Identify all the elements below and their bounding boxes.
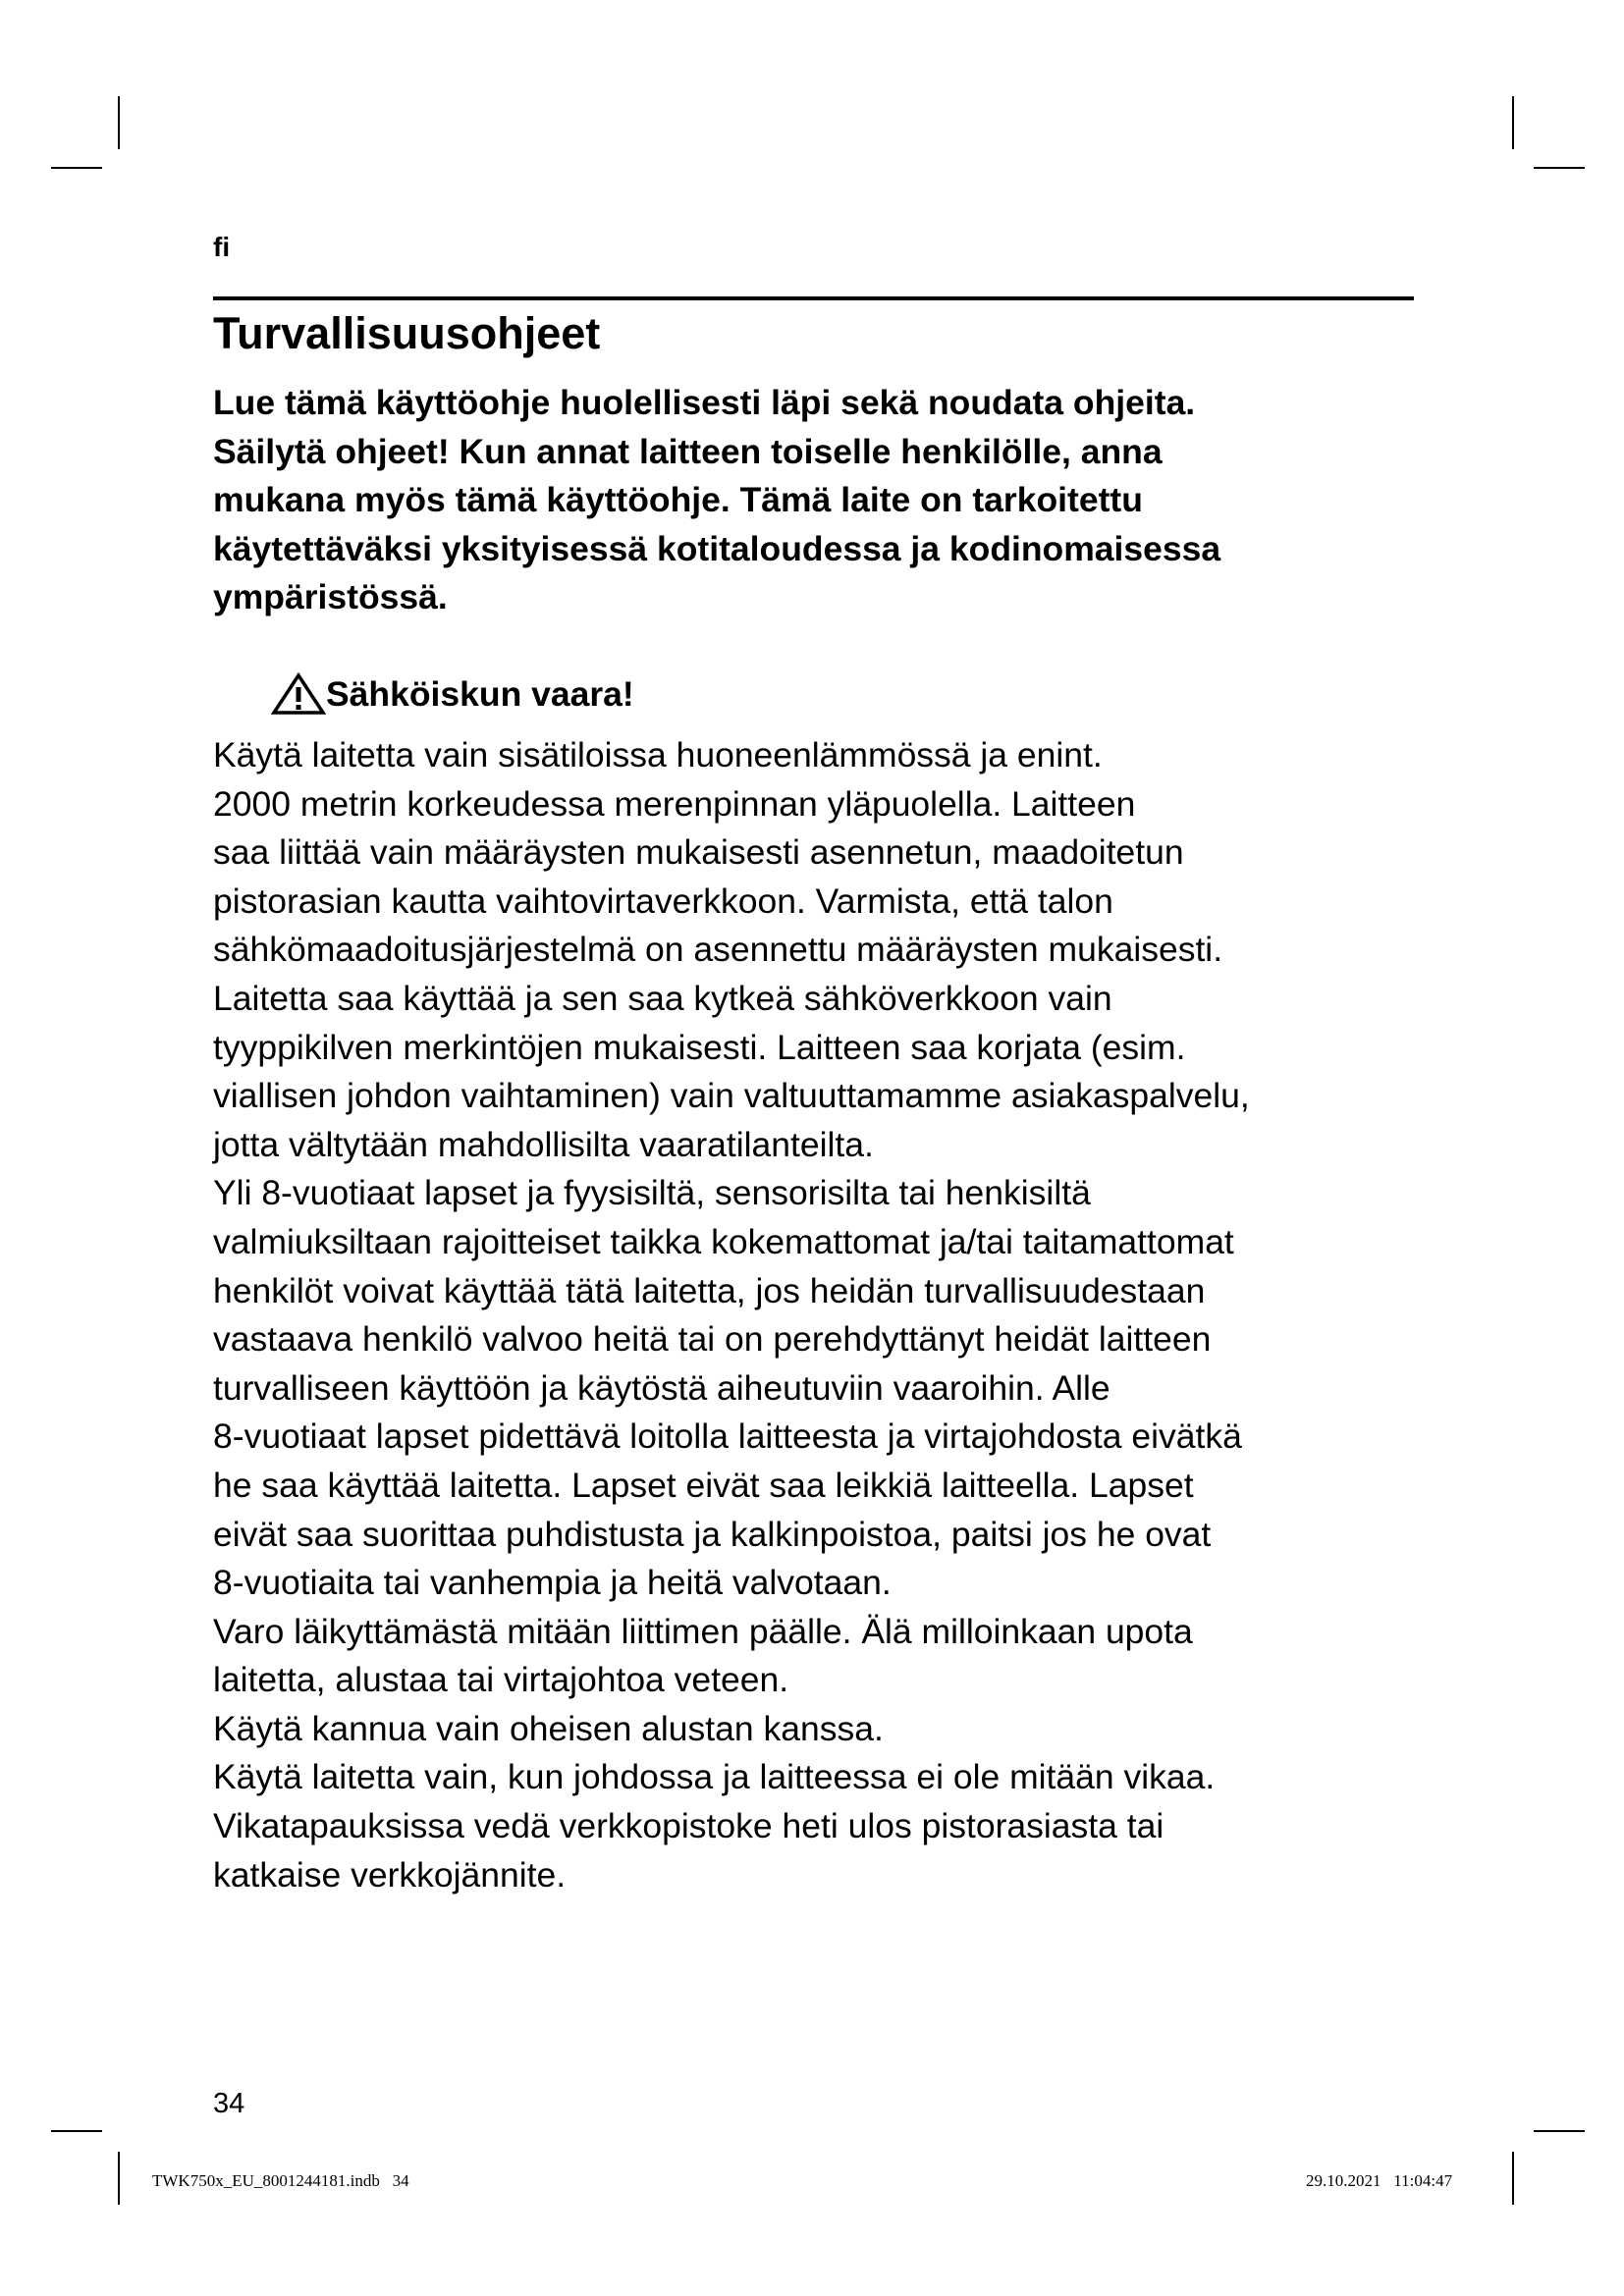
warning-title: Sähköiskun vaara! xyxy=(326,674,634,714)
page-number: 34 xyxy=(213,2088,245,2119)
body-line: saa liittää vain määräysten mukaisesti asennetun, maadoitetun xyxy=(213,832,1184,873)
body-line: Laitetta saa käyttää ja sen saa kytkeä sähköverkkoon vain xyxy=(213,978,1112,1018)
language-code: fi xyxy=(213,232,231,262)
body-line: Käytä laitetta vain, kun johdossa ja laitteessa ei ole mitään vikaa. xyxy=(213,1757,1216,1797)
body-line: Käytä kannua vain oheisen alustan kanssa. xyxy=(213,1708,884,1748)
body-line: pistorasian kautta vaihtovirtaverkkoon. Varmista, että talon xyxy=(213,881,1113,921)
body-line: Varo läikyttämästä mitään liittimen päälle. Älä milloinkaan upota xyxy=(213,1611,1193,1651)
crop-mark-bottom-right-vertical xyxy=(1512,2152,1514,2205)
crop-mark-top-right-horizontal xyxy=(1534,167,1585,169)
intro-line: Lue tämä käyttöohje huolellisesti läpi sekä noudata ohjeita. xyxy=(213,383,1196,422)
body-line: Käytä laitetta vain sisätiloissa huoneenlämmössä ja enint. xyxy=(213,735,1103,774)
warning-heading xyxy=(271,669,634,719)
body-line: eivät saa suorittaa puhdistusta ja kalkinpoistoa, paitsi jos he ovat xyxy=(213,1514,1212,1554)
print-file-slug: TWK750x_EU_8001244181.indb 34 xyxy=(152,2171,409,2190)
crop-mark-bottom-left-horizontal xyxy=(51,2130,102,2132)
crop-mark-bottom-right-horizontal xyxy=(1534,2130,1585,2132)
body-line: sähkömaadoitusjärjestelmä on asennettu määräysten mukaisesti. xyxy=(213,930,1223,970)
body-line: henkilöt voivat käyttää tätä laitetta, jos heidän turvallisuudestaan xyxy=(213,1270,1206,1310)
body-line: Yli 8-vuotiaat lapset ja fyysisiltä, sensorisilta tai henkisiltä xyxy=(213,1173,1091,1213)
intro-line: ympäristössä. xyxy=(213,577,448,616)
crop-mark-top-left-horizontal xyxy=(51,167,102,169)
intro-line: mukana myös tämä käyttöohje. Tämä laite on tarkoitettu xyxy=(213,480,1143,519)
body-line: laitetta, alustaa tai virtajohtoa veteen. xyxy=(213,1660,789,1700)
body-line: katkaise verkkojännite. xyxy=(213,1854,567,1895)
body-line: viallisen johdon vaihtaminen) vain valtuuttamamme asiakaspalvelu, xyxy=(213,1076,1250,1116)
body-line: Vikatapauksissa vedä verkkopistoke heti ulos pistorasiasta tai xyxy=(213,1806,1164,1846)
crop-mark-bottom-left-vertical xyxy=(118,2152,120,2205)
crop-mark-top-left-vertical xyxy=(118,96,120,149)
warning-triangle-icon xyxy=(271,672,326,716)
body-line: jotta vältytään mahdollisilta vaaratilanteilta. xyxy=(213,1124,874,1164)
body-line: tyyppikilven merkintöjen mukaisesti. Laitteen saa korjata (esim. xyxy=(213,1027,1186,1067)
body-line: vastaava henkilö valvoo heitä tai on perehdyttänyt heidät laitteen xyxy=(213,1319,1212,1360)
body-line: 8-vuotiaat lapset pidettävä loitolla laitteesta ja virtajohdosta eivätkä xyxy=(213,1416,1242,1457)
crop-mark-top-right-vertical xyxy=(1512,96,1514,149)
print-timestamp: 29.10.2021 11:04:47 xyxy=(1306,2171,1453,2190)
intro-line: Säilytä ohjeet! Kun annat laitteen toiselle henkilölle, anna xyxy=(213,431,1163,471)
body-line: he saa käyttää laitetta. Lapset eivät saa leikkiä laitteella. Lapset xyxy=(213,1465,1194,1505)
body-line: turvalliseen käyttöön ja käytöstä aiheutuviin vaaroihin. Alle xyxy=(213,1367,1110,1408)
body-line: 8-vuotiaita tai vanhempia ja heitä valvotaan. xyxy=(213,1563,892,1603)
section-title: Turvallisuusohjeet xyxy=(213,308,601,358)
body-line: 2000 metrin korkeudessa merenpinnan yläpuolella. Laitteen xyxy=(213,783,1136,824)
body-line: valmiuksiltaan rajoitteiset taikka kokemattomat ja/tai taitamattomat xyxy=(213,1221,1234,1261)
intro-line: käytettäväksi yksityisessä kotitaloudessa ja kodinomaisessa xyxy=(213,528,1221,568)
warning-body xyxy=(213,731,1431,1899)
heading-divider xyxy=(213,296,1414,300)
intro-paragraph xyxy=(213,379,1431,622)
